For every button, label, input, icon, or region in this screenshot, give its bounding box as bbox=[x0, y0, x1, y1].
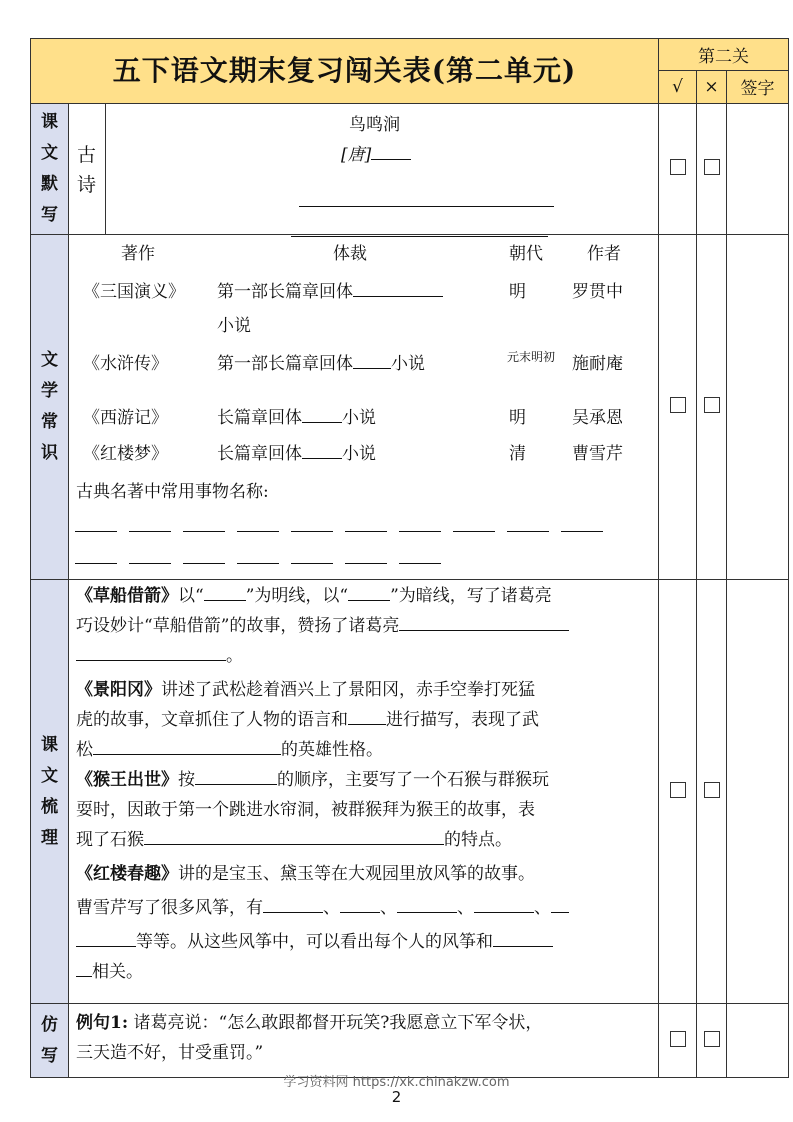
footer-watermark: 学习资料网 https://xk.chinakzw.com bbox=[283, 1075, 510, 1090]
text: 、 bbox=[380, 898, 397, 918]
section-label-recite bbox=[31, 104, 69, 235]
genre-text-a: 第一部长篇章回体 bbox=[217, 282, 353, 302]
genre-blank[interactable] bbox=[353, 295, 443, 297]
poem-dynasty-text: [唐] bbox=[341, 145, 372, 165]
page-title: 五下语文期末复习闯关表(第二单元) bbox=[112, 54, 577, 87]
checkbox[interactable] bbox=[670, 159, 686, 175]
recite-content bbox=[69, 104, 659, 235]
text: 讲的是宝玉、黛玉等在大观园里放风筝的故事。 bbox=[178, 864, 535, 884]
text: 按 bbox=[178, 770, 195, 790]
item-blank[interactable] bbox=[561, 530, 603, 532]
item-blank[interactable] bbox=[237, 562, 279, 564]
text: 等等。从这些风筝中，可以看出每个人的风筝和 bbox=[136, 932, 493, 952]
work-name: 《西游记》 bbox=[83, 408, 168, 428]
section-char: 文 bbox=[41, 350, 58, 370]
item-blank[interactable] bbox=[453, 530, 495, 532]
dynasty: 元末明初 bbox=[507, 350, 556, 364]
work-name: 《红楼梦》 bbox=[83, 444, 168, 464]
genre-blank[interactable] bbox=[302, 421, 342, 423]
check-no-label: × bbox=[704, 76, 719, 97]
fill-blank[interactable] bbox=[144, 843, 444, 845]
page-number: 2 bbox=[391, 1088, 402, 1106]
fill-blank[interactable] bbox=[348, 599, 390, 601]
section-char: 课 bbox=[41, 112, 58, 132]
items-prompt: 古典名著中常用事物名称: bbox=[76, 482, 269, 502]
imitate-content bbox=[69, 1004, 659, 1078]
text: ”为明线，以“ bbox=[245, 586, 349, 606]
sign-cell[interactable] bbox=[727, 104, 789, 235]
text: 、 bbox=[457, 898, 474, 918]
genre-text bbox=[217, 349, 425, 374]
example-text: 诸葛亮说：“怎么敢跟都督开玩笑?我愿意立下军令状， bbox=[133, 1013, 543, 1033]
section-char: 梳 bbox=[41, 796, 58, 817]
sign-header bbox=[727, 70, 789, 103]
poem-type-char: 古 bbox=[77, 144, 97, 166]
check-yes-cell[interactable] bbox=[659, 1004, 697, 1078]
fill-blank[interactable] bbox=[195, 783, 277, 785]
text: 巧设妙计“草船借箭”的故事，赞扬了诸葛亮 bbox=[76, 616, 400, 636]
fill-blank[interactable] bbox=[93, 753, 281, 755]
section-label-literature bbox=[31, 235, 69, 580]
check-yes-cell[interactable] bbox=[659, 580, 697, 1004]
review-content bbox=[69, 580, 659, 1004]
item-blank[interactable] bbox=[75, 562, 117, 564]
genre-text-b: 小说 bbox=[342, 444, 376, 464]
author: 曹雪芹 bbox=[572, 444, 623, 464]
item-blank[interactable] bbox=[129, 530, 171, 532]
dynasty: 明 bbox=[509, 282, 526, 302]
text: 讲述了武松趁着酒兴上了景阳冈，赤手空拳打死猛 bbox=[161, 680, 535, 700]
text: 、 bbox=[323, 898, 340, 918]
check-yes-cell[interactable] bbox=[659, 104, 697, 235]
text: 曹雪芹写了很多风筝，有 bbox=[76, 898, 263, 918]
item-blank[interactable] bbox=[129, 562, 171, 564]
title-cell bbox=[31, 39, 659, 104]
checkbox[interactable] bbox=[704, 159, 720, 175]
genre-blank[interactable] bbox=[353, 367, 391, 369]
fill-blank[interactable] bbox=[340, 911, 380, 913]
story-title: 《草船借箭》 bbox=[76, 586, 178, 606]
col-header-dynasty: 朝代 bbox=[509, 244, 543, 264]
genre-text bbox=[217, 439, 376, 464]
work-name: 《水浒传》 bbox=[83, 354, 168, 374]
text: 的英雄性格。 bbox=[281, 740, 383, 760]
check-no-cell[interactable] bbox=[697, 580, 727, 1004]
sign-label: 签字 bbox=[740, 79, 775, 100]
text: 。 bbox=[226, 646, 243, 666]
text: 相关。 bbox=[92, 962, 143, 982]
check-no-cell[interactable] bbox=[697, 1004, 727, 1078]
item-blank[interactable] bbox=[291, 562, 333, 564]
section-char: 文 bbox=[41, 765, 58, 786]
story-title: 《景阳冈》 bbox=[76, 680, 161, 700]
poem-type-cell bbox=[69, 104, 106, 234]
genre-text-a: 长篇章回体 bbox=[217, 408, 302, 428]
author: 吴承恩 bbox=[572, 408, 623, 428]
item-blank[interactable] bbox=[75, 530, 117, 532]
section-char: 写 bbox=[41, 1045, 58, 1066]
check-yes-header bbox=[659, 70, 697, 103]
genre-text-b: 小说 bbox=[391, 354, 425, 374]
level-header bbox=[659, 39, 789, 71]
fill-blank[interactable] bbox=[76, 945, 136, 947]
author-blank[interactable] bbox=[371, 158, 411, 160]
fill-blank[interactable] bbox=[76, 975, 92, 977]
section-char: 识 bbox=[41, 443, 58, 463]
section-label-review bbox=[31, 580, 69, 1004]
col-header-work: 著作 bbox=[121, 244, 155, 264]
text: 、 bbox=[534, 898, 551, 918]
sign-cell[interactable] bbox=[727, 580, 789, 1004]
section-label-imitate bbox=[31, 1004, 69, 1078]
text: 进行描写，表现了武 bbox=[386, 710, 539, 730]
item-blank[interactable] bbox=[291, 530, 333, 532]
genre-text-a: 第一部长篇章回体 bbox=[217, 354, 353, 374]
fill-blank[interactable] bbox=[551, 911, 569, 913]
text: 耍时，因敢于第一个跳进水帘洞，被群猴拜为猴王的故事，表 bbox=[76, 800, 535, 820]
text: ”为暗线，写了诸葛亮 bbox=[390, 586, 552, 606]
checkbox[interactable] bbox=[670, 1031, 686, 1047]
item-blank[interactable] bbox=[399, 530, 441, 532]
item-blank[interactable] bbox=[345, 562, 387, 564]
checkbox[interactable] bbox=[704, 397, 720, 413]
story-title: 《猴王出世》 bbox=[76, 770, 178, 790]
item-blank[interactable] bbox=[183, 530, 225, 532]
genre-text-b: 小说 bbox=[342, 408, 376, 428]
fill-blank[interactable] bbox=[76, 659, 226, 661]
items-blanks-row-1 bbox=[75, 517, 603, 537]
dynasty: 清 bbox=[509, 444, 526, 464]
checkbox[interactable] bbox=[670, 397, 686, 413]
check-yes-label: √ bbox=[672, 76, 683, 97]
items-blanks-row-2 bbox=[75, 549, 441, 569]
check-no-cell[interactable] bbox=[697, 235, 727, 580]
checkbox[interactable] bbox=[704, 1031, 720, 1047]
section-char: 课 bbox=[41, 734, 58, 755]
section-char: 文 bbox=[41, 143, 58, 163]
text: 以“ bbox=[178, 586, 204, 606]
text: 松 bbox=[76, 740, 93, 760]
item-blank[interactable] bbox=[399, 562, 441, 564]
poem-type-char: 诗 bbox=[77, 174, 97, 196]
story-title: 《红楼春趣》 bbox=[76, 864, 178, 884]
section-char: 仿 bbox=[41, 1014, 58, 1035]
col-header-author: 作者 bbox=[587, 244, 621, 264]
sign-cell[interactable] bbox=[727, 1004, 789, 1078]
check-no-header bbox=[697, 70, 727, 103]
check-yes-cell[interactable] bbox=[659, 235, 697, 580]
poem-dynasty bbox=[341, 140, 411, 165]
genre-text bbox=[217, 403, 376, 428]
dynasty: 明 bbox=[509, 408, 526, 428]
item-blank[interactable] bbox=[345, 530, 387, 532]
work-name: 《三国演义》 bbox=[83, 282, 185, 302]
genre-blank[interactable] bbox=[302, 457, 342, 459]
genre-text-wrap: 小说 bbox=[217, 316, 251, 336]
section-char: 写 bbox=[41, 205, 58, 225]
section-char: 理 bbox=[41, 827, 58, 848]
review-table bbox=[30, 38, 789, 1078]
section-char: 学 bbox=[41, 381, 58, 401]
section-char: 默 bbox=[41, 174, 58, 194]
check-no-cell[interactable] bbox=[697, 104, 727, 235]
text: 的顺序，主要写了一个石猴与群猴玩 bbox=[277, 770, 549, 790]
sign-cell[interactable] bbox=[727, 235, 789, 580]
fill-blank[interactable] bbox=[493, 945, 553, 947]
item-blank[interactable] bbox=[183, 562, 225, 564]
item-blank[interactable] bbox=[237, 530, 279, 532]
text: 的特点。 bbox=[444, 830, 512, 850]
item-blank[interactable] bbox=[507, 530, 549, 532]
genre-text bbox=[217, 277, 443, 302]
text: 虎的故事，文章抓住了人物的语言和 bbox=[76, 710, 348, 730]
fill-blank[interactable] bbox=[399, 629, 569, 631]
author: 罗贯中 bbox=[572, 282, 623, 302]
section-char: 常 bbox=[41, 412, 58, 432]
fill-blank[interactable] bbox=[348, 723, 386, 725]
fill-blank[interactable] bbox=[474, 911, 534, 913]
checkbox[interactable] bbox=[670, 782, 686, 798]
example-label: 例句1: bbox=[76, 1013, 129, 1033]
fill-blank[interactable] bbox=[204, 599, 246, 601]
fill-blank[interactable] bbox=[397, 911, 457, 913]
literature-content bbox=[69, 235, 659, 580]
level-label: 第二关 bbox=[698, 46, 749, 67]
poem-line-blank[interactable] bbox=[299, 205, 554, 207]
fill-blank[interactable] bbox=[263, 911, 323, 913]
genre-text-a: 长篇章回体 bbox=[217, 444, 302, 464]
poem-title: 鸟鸣涧 bbox=[349, 115, 400, 135]
example-text-2: 三天造不好，甘受重罚。” bbox=[76, 1043, 264, 1063]
col-header-genre: 体裁 bbox=[333, 244, 367, 264]
text: 现了石猴 bbox=[76, 830, 144, 850]
checkbox[interactable] bbox=[704, 782, 720, 798]
author: 施耐庵 bbox=[572, 354, 623, 374]
